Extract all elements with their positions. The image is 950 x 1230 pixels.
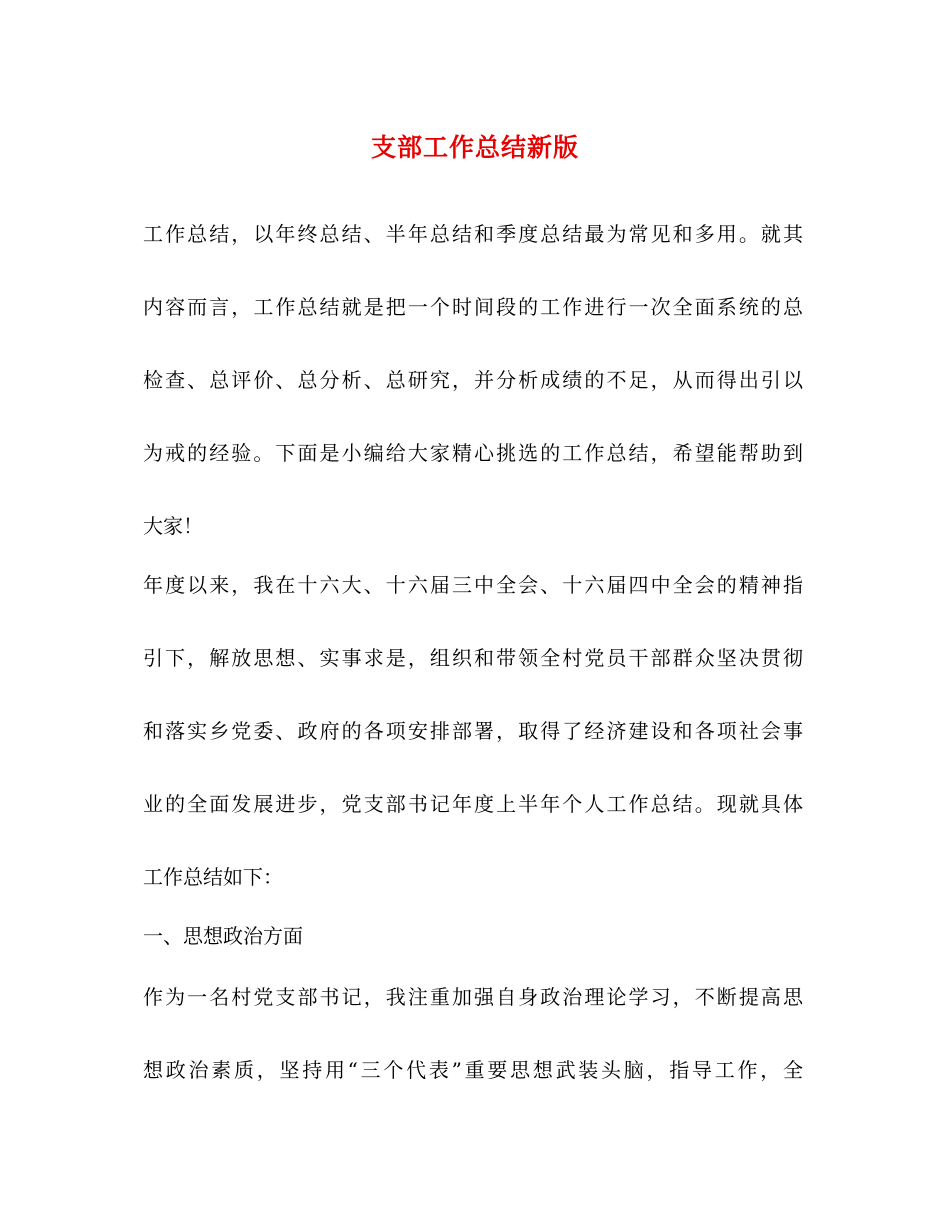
paragraph-line: 内容而言，工作总结就是把一个时间段的工作进行一次全面系统的总 — [143, 295, 803, 319]
paragraph-line: 检查、总评价、总分析、总研究，并分析成绩的不足，从而得出引以 — [143, 368, 803, 392]
paragraph-line: 业的全面发展进步，党支部书记年度上半年个人工作总结。现就具体 — [143, 792, 803, 816]
paragraph-line: 工作总结，以年终总结、半年总结和季度总结最为常见和多用。就其 — [143, 222, 803, 246]
paragraph-line: 年度以来，我在十六大、十六届三中全会、十六届四中全会的精神指 — [143, 573, 803, 597]
paragraph-line: 为戒的经验。下面是小编给大家精心挑选的工作总结，希望能帮助到 — [143, 441, 803, 465]
section-heading: 一、思想政治方面 — [143, 924, 303, 948]
paragraph-line: 想政治素质，坚持用“三个代表”重要思想武装头脑，指导工作，全 — [143, 1058, 803, 1082]
paragraph-line: 引下，解放思想、实事求是，组织和带领全村党员干部群众坚决贯彻 — [143, 646, 803, 670]
paragraph-line: 工作总结如下： — [143, 865, 283, 889]
document-title: 支部工作总结新版 — [370, 133, 579, 162]
paragraph-line: 和落实乡党委、政府的各项安排部署，取得了经济建设和各项社会事 — [143, 719, 803, 743]
paragraph-line: 作为一名村党支部书记，我注重加强自身政治理论学习，不断提高思 — [143, 985, 803, 1009]
paragraph-line: 大家！ — [143, 514, 203, 538]
